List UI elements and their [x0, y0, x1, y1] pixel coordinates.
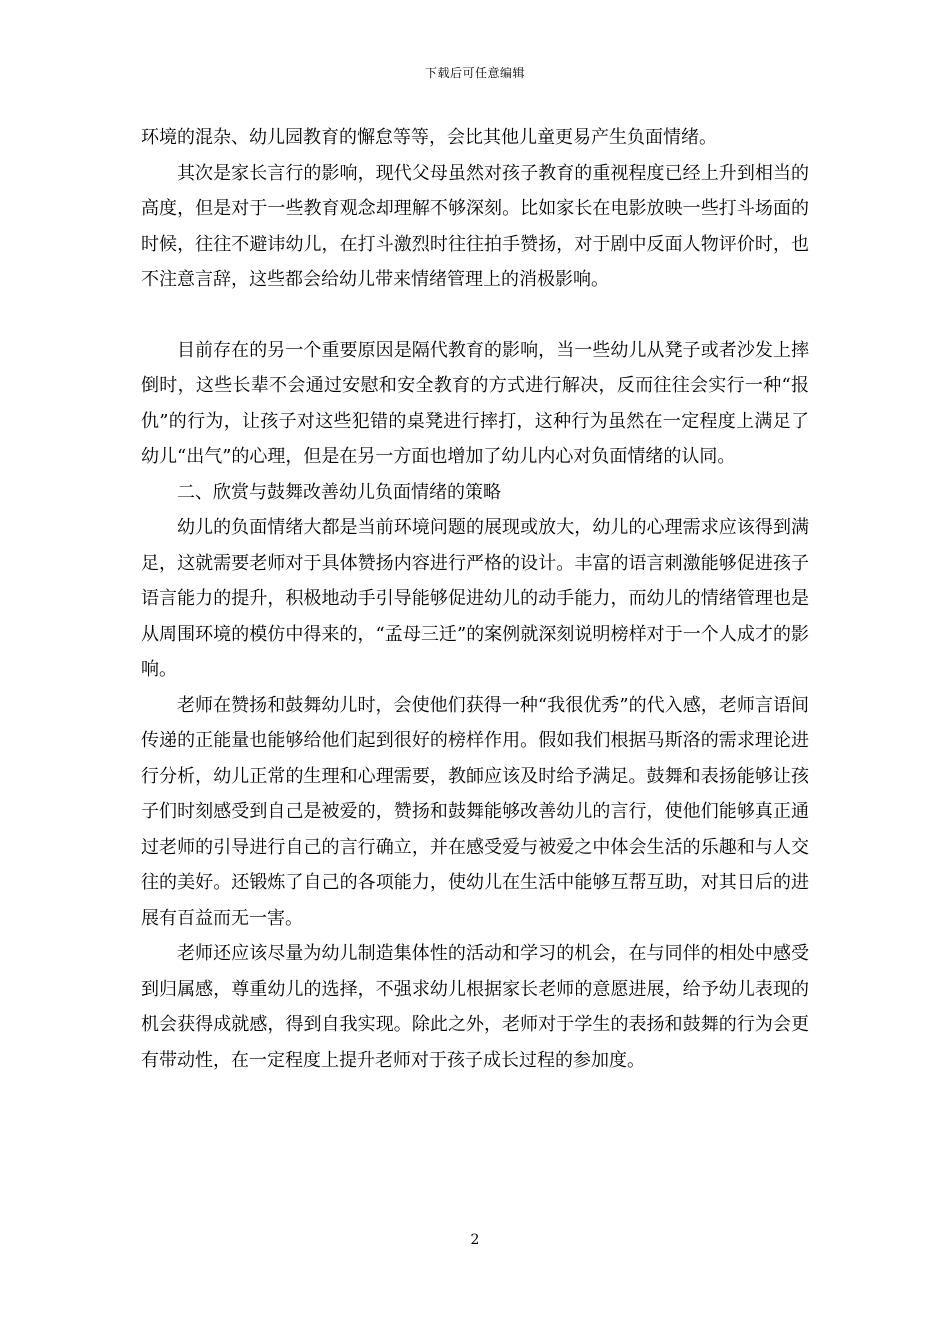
- document-body: [141, 120, 809, 1078]
- paragraph-6: 老师还应该尽量为幼儿制造集体性的活动和学习的机会，在与同伴的相处中感受到归属感，尊重幼儿的选择，不强求幼儿根据家长老师的意愿进展，给予幼儿表现的机会获得成就感，得到自我实现。除此之外，老师对于学生的表扬和鼓舞的行为会更有带动性，在一定程度上提升老师对于孩子成长过程的参加度。: [141, 943, 809, 1071]
- paragraph-gap: [141, 298, 809, 333]
- paragraph-3: 目前存在的另一个重要原因是隔代教育的影响，当一些幼儿从凳子或者沙发上摔倒时，这些长辈不会通过安慰和安全教育的方式进行解决，反而往往会实行一种“报仇”的行为，让孩子对这些犯错的桌凳进行摔打，这种行为虽然在一定程度上满足了幼儿“出气”的心理，但是在另一方面也增加了幼儿内心对负面情绪的认同。: [141, 339, 809, 467]
- paragraph-2: 其次是家长言行的影响，现代父母虽然对孩子教育的重视程度已经上升到相当的高度，但是对于一些教育观念却理解不够深刻。比如家长在电影放映一些打斗场面的时候，往往不避讳幼儿，在打斗激烈时往往拍手赞扬，对于剧中反面人物评价时，也不注意言辞，这些都会给幼儿带来情绪管理上的消极影响。: [141, 162, 809, 290]
- paragraph-4: 幼儿的负面情绪大都是当前环境问题的展现或放大，幼儿的心理需求应该得到满足，这就需要老师对于具体赞扬内容进行严格的设计。丰富的语言刺激能够促进孩子语言能力的提升，积极地动手引导能够促进幼儿的动手能力，而幼儿的情绪管理也是从周围环境的模仿中得来的，“孟母三迁”的案例就深刻说明榜样对于一个人成才的影响。: [141, 517, 809, 680]
- page-number: 2: [470, 1232, 480, 1248]
- paragraph-5: 老师在赞扬和鼓舞幼儿时，会使他们获得一种“我很优秀”的代入感，老师言语间传递的正能量也能够给他们起到很好的榜样作用。假如我们根据马斯洛的需求理论进行分析，幼儿正常的生理和心理需要，教師应该及时给予满足。鼓舞和表扬能够让孩子们时刻感受到自己是被爱的，赞扬和鼓舞能够改善幼儿的言行，使他们能够真正通过老师的引导进行自己的言行确立，并在感受爱与被爱之中体会生活的乐趣和与人交往的美好。还锻炼了自己的各项能力，使幼儿在生活中能够互帮互助，对其日后的进展有百益而无一害。: [141, 694, 809, 929]
- page-header: 下载后可任意编辑: [424, 66, 525, 80]
- section-heading: 二、欣赏与鼓舞改善幼儿负面情绪的策略: [177, 481, 501, 503]
- paragraph-1: 环境的混杂、幼儿园教育的懈怠等等，会比其他儿童更易产生负面情绪。: [141, 127, 717, 148]
